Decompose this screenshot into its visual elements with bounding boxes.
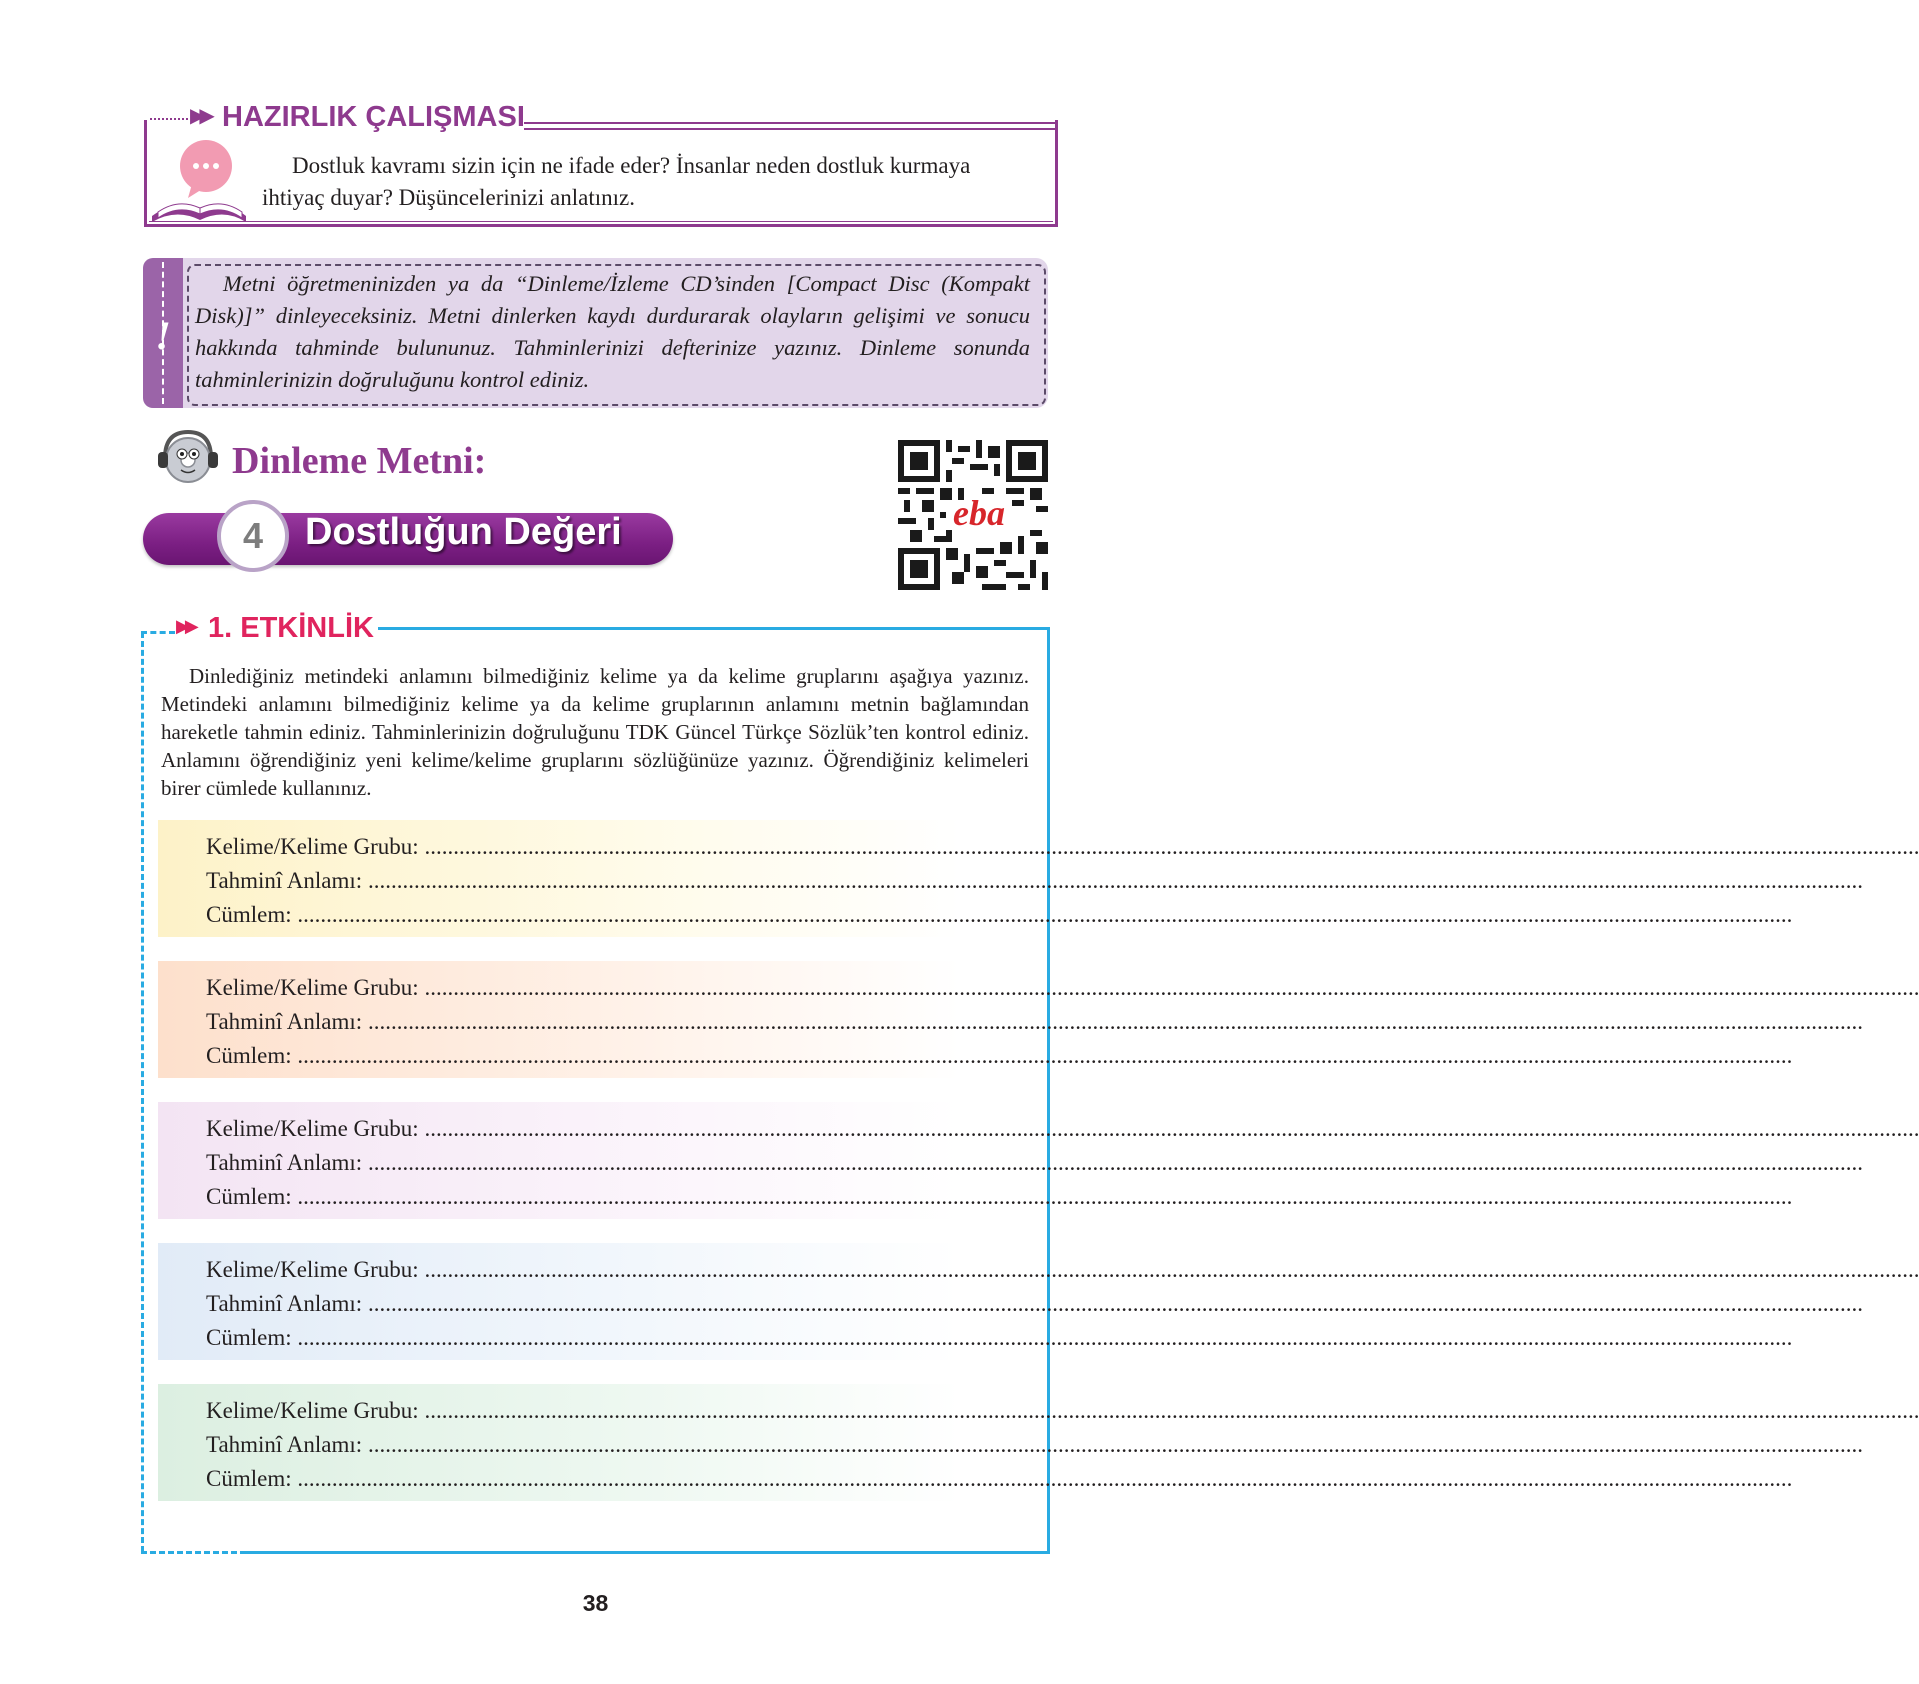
double-arrow-icon: ▶▶ <box>190 103 209 127</box>
page-number: 38 <box>582 1590 609 1616</box>
cd-headphones-icon <box>155 428 221 486</box>
meaning-field[interactable]: Tahminî Anlamı: .................................................................................................................................................................................................................................................................... <box>206 1009 1863 1034</box>
eba-logo: eba <box>953 493 1005 534</box>
story-title: Dostluğun Değeri <box>305 511 622 553</box>
word-field[interactable]: Kelime/Kelime Grubu: .................................................................................................................................................................................................................................................................... <box>206 1398 1919 1423</box>
activity-frame-left <box>141 632 144 1552</box>
activity-frame-top <box>378 627 1050 630</box>
meaning-field[interactable]: Tahminî Anlamı: .................................................................................................................................................................................................................................................................... <box>206 1291 1863 1316</box>
meaning-field[interactable]: Tahminî Anlamı: .................................................................................................................................................................................................................................................................... <box>206 1150 1863 1175</box>
entry-box <box>158 1384 1919 1501</box>
story-number: 4 <box>242 515 264 556</box>
word-field[interactable]: Kelime/Kelime Grubu: .................................................................................................................................................................................................................................................................... <box>206 834 1919 859</box>
activity-title: 1. ETKİNLİK <box>208 612 374 644</box>
hazirlik-text-line1: Dostluk kavramı sizin için ne ifade eder? İnsanlar neden dostluk kurmaya <box>292 153 971 178</box>
sentence-field[interactable]: Cümlem: .................................................................................................................................................................................................................................................................... <box>206 902 1793 927</box>
exclamation-icon: ! <box>155 313 171 358</box>
note-text: Metni öğretmeninizden ya da “Dinleme/İzleme CD’sinden [Compact Disc (Kompakt Disk)]” dinleyeceksiniz. Metni dinlerken kaydı durdurarak olayların gelişimi ve sonucu hakkında tahminde bulununuz. Tahminlerinizi defterinize yazınız. Dinleme sonunda tahminlerinizin doğruluğunu kontrol ediniz. <box>195 271 1030 392</box>
sentence-field[interactable]: Cümlem: .................................................................................................................................................................................................................................................................... <box>206 1043 1793 1068</box>
qr-code-icon[interactable] <box>898 440 1048 590</box>
activity-instructions <box>161 662 1029 802</box>
hazirlik-title: HAZIRLIK ÇALIŞMASI <box>222 101 525 133</box>
sentence-field[interactable]: Cümlem: .................................................................................................................................................................................................................................................................... <box>206 1184 1793 1209</box>
sentence-field[interactable]: Cümlem: .................................................................................................................................................................................................................................................................... <box>206 1466 1793 1491</box>
word-field[interactable]: Kelime/Kelime Grubu: .................................................................................................................................................................................................................................................................... <box>206 1116 1919 1141</box>
word-field[interactable]: Kelime/Kelime Grubu: .................................................................................................................................................................................................................................................................... <box>206 1257 1919 1282</box>
word-field[interactable]: Kelime/Kelime Grubu: .................................................................................................................................................................................................................................................................... <box>206 975 1919 1000</box>
double-arrow-icon: ▶▶ <box>176 616 194 637</box>
activity-frame-top-left <box>141 631 175 634</box>
hazirlik-text-line2: ihtiyaç duyar? Düşüncelerinizi anlatınız. <box>262 185 635 210</box>
activity-frame-bottom <box>246 1551 1050 1554</box>
sentence-field[interactable]: Cümlem: .................................................................................................................................................................................................................................................................... <box>206 1325 1793 1350</box>
entry-box <box>158 1102 1919 1219</box>
entry-box <box>158 1243 1919 1360</box>
activity-frame-bottom-left <box>141 1551 246 1554</box>
entry-box <box>158 961 1919 1078</box>
activity-instructions-text: Dinlediğiniz metindeki anlamını bilmediğiniz kelime ya da kelime gruplarını aşağıya yazınız. Metindeki anlamını bilmediğiniz kelime ya da kelime gruplarının anlamını metnin bağlamından hareketle tahmin ediniz. Tahminlerinizin doğruluğunu TDK Güncel Türkçe Sözlük’ten kontrol ediniz. Anlamını öğrendiğiniz yeni kelime/kelime gruplarını sözlüğünüze yazınız. Öğrendiğiniz kelimeleri birer cümlede kullanınız. <box>161 664 1029 800</box>
entry-box <box>158 820 1919 937</box>
meaning-field[interactable]: Tahminî Anlamı: .................................................................................................................................................................................................................................................................... <box>206 1432 1863 1457</box>
meaning-field[interactable]: Tahminî Anlamı: .................................................................................................................................................................................................................................................................... <box>206 868 1863 893</box>
speech-book-icon <box>148 132 248 224</box>
listening-heading: Dinleme Metni: <box>232 440 487 482</box>
hazirlik-text <box>262 150 1036 214</box>
